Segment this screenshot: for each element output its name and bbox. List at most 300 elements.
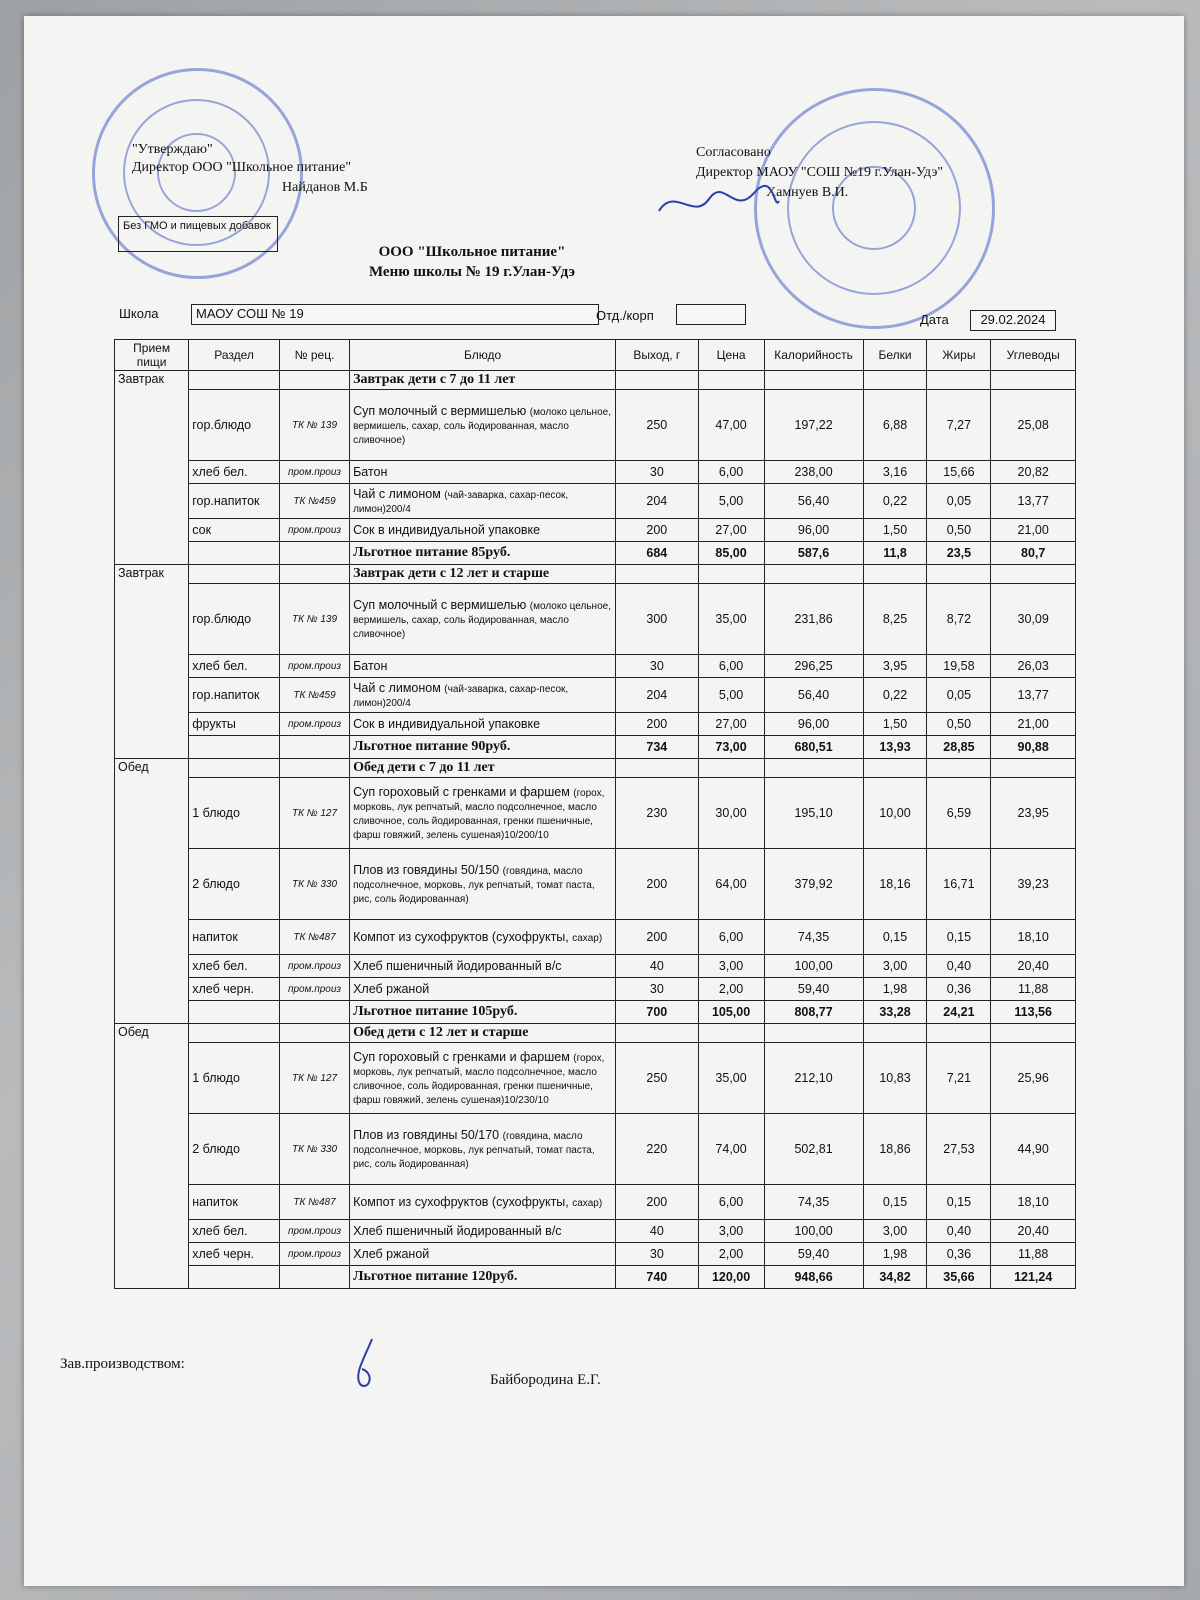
section-row bbox=[115, 1024, 1076, 1043]
recipe-code: ТК № 139 bbox=[279, 584, 349, 655]
value-out: 250 bbox=[616, 390, 698, 461]
value-price: 74,00 bbox=[698, 1114, 764, 1185]
dish-cell bbox=[350, 778, 616, 849]
empty-cell bbox=[764, 565, 863, 584]
razdel-cell bbox=[189, 542, 280, 565]
value-price: 6,00 bbox=[698, 1185, 764, 1220]
title-line2: Меню школы № 19 г.Улан-Удэ bbox=[368, 264, 576, 280]
col-header: Жиры bbox=[927, 340, 991, 371]
table-row bbox=[115, 713, 1076, 736]
dish-name: Плов из говядины 50/170 bbox=[353, 1128, 500, 1142]
dish-cell bbox=[350, 390, 616, 461]
total-row bbox=[115, 542, 1076, 565]
rec-cell bbox=[279, 542, 349, 565]
dish-composition: (чай-заварка, сахар-песок, лимон)200/4 bbox=[353, 490, 569, 515]
total-b: 13,93 bbox=[863, 736, 927, 759]
col-header: Белки bbox=[863, 340, 927, 371]
value-c: 11,88 bbox=[991, 1243, 1076, 1266]
dish-cell bbox=[350, 678, 616, 713]
empty-cell bbox=[863, 371, 927, 390]
value-c: 26,03 bbox=[991, 655, 1076, 678]
section-title: Обед дети с 12 лет и старше bbox=[350, 1024, 616, 1043]
dish-cell bbox=[350, 1114, 616, 1185]
value-kcal: 212,10 bbox=[764, 1043, 863, 1114]
empty-cell bbox=[991, 1024, 1076, 1043]
approve-position: Директор ООО "Школьное питание" bbox=[132, 160, 352, 175]
total-f: 24,21 bbox=[927, 1001, 991, 1024]
value-kcal: 96,00 bbox=[764, 713, 863, 736]
razdel-cell: хлеб бел. bbox=[189, 955, 280, 978]
empty-cell bbox=[991, 759, 1076, 778]
footer-name: Байбородина Е.Г. bbox=[490, 1372, 601, 1388]
total-f: 35,66 bbox=[927, 1266, 991, 1289]
razdel-cell: гор.блюдо bbox=[189, 584, 280, 655]
total-kcal: 680,51 bbox=[764, 736, 863, 759]
dish-composition: (горох, морковь, лук репчатый, масло подсолнечное, масло сливочное, соль йодированная, гренки пшеничные, фарш говяжий, зелень сушеная)10/200/10 bbox=[353, 788, 605, 841]
value-c: 11,88 bbox=[991, 978, 1076, 1001]
value-price: 35,00 bbox=[698, 1043, 764, 1114]
value-f: 0,05 bbox=[927, 678, 991, 713]
value-out: 200 bbox=[616, 519, 698, 542]
approve-name: Найданов М.Б bbox=[282, 180, 368, 195]
value-c: 18,10 bbox=[991, 920, 1076, 955]
value-b: 10,83 bbox=[863, 1043, 927, 1114]
col-header: № рец. bbox=[279, 340, 349, 371]
total-row bbox=[115, 1001, 1076, 1024]
value-b: 1,98 bbox=[863, 978, 927, 1001]
recipe-code: пром.произ bbox=[279, 1220, 349, 1243]
dish-name: Плов из говядины 50/150 bbox=[353, 863, 500, 877]
table-row bbox=[115, 678, 1076, 713]
razdel-cell bbox=[189, 1001, 280, 1024]
meal-cell: Обед bbox=[115, 1024, 189, 1289]
razdel-cell: напиток bbox=[189, 1185, 280, 1220]
footer-label: Зав.производством: bbox=[60, 1356, 185, 1372]
dish-cell bbox=[350, 484, 616, 519]
value-f: 0,36 bbox=[927, 1243, 991, 1266]
dish-cell bbox=[350, 1243, 616, 1266]
value-c: 13,77 bbox=[991, 484, 1076, 519]
col-header: Раздел bbox=[189, 340, 280, 371]
recipe-code: ТК №459 bbox=[279, 484, 349, 519]
table-row bbox=[115, 584, 1076, 655]
value-f: 7,27 bbox=[927, 390, 991, 461]
rec-cell bbox=[279, 1001, 349, 1024]
recipe-code: ТК № 139 bbox=[279, 390, 349, 461]
value-kcal: 56,40 bbox=[764, 678, 863, 713]
table-row bbox=[115, 484, 1076, 519]
value-c: 20,40 bbox=[991, 955, 1076, 978]
value-kcal: 96,00 bbox=[764, 519, 863, 542]
value-c: 21,00 bbox=[991, 713, 1076, 736]
razdel-cell: напиток bbox=[189, 920, 280, 955]
meal-cell: Завтрак bbox=[115, 371, 189, 565]
recipe-code: пром.произ bbox=[279, 713, 349, 736]
dish-composition: сахар) bbox=[572, 933, 603, 944]
dish-cell bbox=[350, 713, 616, 736]
value-out: 230 bbox=[616, 778, 698, 849]
table-row bbox=[115, 1243, 1076, 1266]
value-kcal: 100,00 bbox=[764, 955, 863, 978]
table-row bbox=[115, 1043, 1076, 1114]
value-c: 21,00 bbox=[991, 519, 1076, 542]
section-row bbox=[115, 565, 1076, 584]
value-f: 0,50 bbox=[927, 713, 991, 736]
total-c: 113,56 bbox=[991, 1001, 1076, 1024]
document-sheet bbox=[24, 16, 1184, 1586]
value-kcal: 195,10 bbox=[764, 778, 863, 849]
value-price: 6,00 bbox=[698, 461, 764, 484]
dish-name: Суп гороховый с гренками и фаршем bbox=[353, 785, 570, 799]
empty-cell bbox=[616, 371, 698, 390]
title-line1: ООО "Школьное питание" bbox=[378, 244, 566, 260]
dish-composition: (чай-заварка, сахар-песок, лимон)200/4 bbox=[353, 684, 569, 709]
date-field: 29.02.2024 bbox=[970, 310, 1056, 331]
no-gmo-note: Без ГМО и пищевых добавок bbox=[118, 216, 278, 252]
table-row bbox=[115, 920, 1076, 955]
total-b: 34,82 bbox=[863, 1266, 927, 1289]
recipe-code: пром.произ bbox=[279, 655, 349, 678]
total-f: 28,85 bbox=[927, 736, 991, 759]
dish-cell bbox=[350, 1220, 616, 1243]
dish-cell bbox=[350, 1043, 616, 1114]
empty-cell bbox=[616, 565, 698, 584]
section-title: Завтрак дети с 12 лет и старше bbox=[350, 565, 616, 584]
value-kcal: 59,40 bbox=[764, 978, 863, 1001]
empty-cell bbox=[698, 371, 764, 390]
dish-name: Батон bbox=[353, 465, 388, 479]
razdel-cell: хлеб бел. bbox=[189, 1220, 280, 1243]
section-title: Обед дети с 7 до 11 лет bbox=[350, 759, 616, 778]
recipe-code: ТК № 127 bbox=[279, 1043, 349, 1114]
table-row bbox=[115, 778, 1076, 849]
total-kcal: 808,77 bbox=[764, 1001, 863, 1024]
value-b: 0,22 bbox=[863, 678, 927, 713]
value-b: 1,98 bbox=[863, 1243, 927, 1266]
empty-cell bbox=[927, 759, 991, 778]
total-out: 734 bbox=[616, 736, 698, 759]
recipe-code: ТК № 127 bbox=[279, 778, 349, 849]
recipe-code: ТК № 330 bbox=[279, 849, 349, 920]
value-b: 0,15 bbox=[863, 1185, 927, 1220]
razdel-cell: хлеб черн. bbox=[189, 1243, 280, 1266]
recipe-code: пром.произ bbox=[279, 955, 349, 978]
value-price: 2,00 bbox=[698, 978, 764, 1001]
empty-cell bbox=[991, 371, 1076, 390]
value-price: 30,00 bbox=[698, 778, 764, 849]
total-out: 740 bbox=[616, 1266, 698, 1289]
value-b: 8,25 bbox=[863, 584, 927, 655]
col-header: Прием пищи bbox=[115, 340, 189, 371]
total-label: Льготное питание 90руб. bbox=[350, 736, 616, 759]
col-header: Углеводы bbox=[991, 340, 1076, 371]
value-f: 16,71 bbox=[927, 849, 991, 920]
value-f: 19,58 bbox=[927, 655, 991, 678]
value-kcal: 100,00 bbox=[764, 1220, 863, 1243]
dish-cell bbox=[350, 584, 616, 655]
value-c: 25,08 bbox=[991, 390, 1076, 461]
value-f: 0,36 bbox=[927, 978, 991, 1001]
date-label: Дата bbox=[920, 312, 949, 327]
total-price: 85,00 bbox=[698, 542, 764, 565]
value-kcal: 502,81 bbox=[764, 1114, 863, 1185]
dish-cell bbox=[350, 519, 616, 542]
total-c: 80,7 bbox=[991, 542, 1076, 565]
dish-cell bbox=[350, 955, 616, 978]
value-price: 64,00 bbox=[698, 849, 764, 920]
dish-name: Чай с лимоном bbox=[353, 681, 441, 695]
value-kcal: 59,40 bbox=[764, 1243, 863, 1266]
total-out: 684 bbox=[616, 542, 698, 565]
value-kcal: 74,35 bbox=[764, 1185, 863, 1220]
meal-cell: Завтрак bbox=[115, 565, 189, 759]
col-header: Блюдо bbox=[350, 340, 616, 371]
value-c: 25,96 bbox=[991, 1043, 1076, 1114]
value-f: 0,05 bbox=[927, 484, 991, 519]
value-price: 2,00 bbox=[698, 1243, 764, 1266]
value-c: 20,82 bbox=[991, 461, 1076, 484]
total-label: Льготное питание 120руб. bbox=[350, 1266, 616, 1289]
table-row bbox=[115, 519, 1076, 542]
table-row bbox=[115, 461, 1076, 484]
value-b: 0,15 bbox=[863, 920, 927, 955]
value-b: 3,00 bbox=[863, 1220, 927, 1243]
empty-cell bbox=[863, 759, 927, 778]
value-price: 27,00 bbox=[698, 713, 764, 736]
razdel-cell: сок bbox=[189, 519, 280, 542]
meal-cell: Обед bbox=[115, 759, 189, 1024]
recipe-code: ТК №459 bbox=[279, 678, 349, 713]
total-kcal: 587,6 bbox=[764, 542, 863, 565]
recipe-code: пром.произ bbox=[279, 519, 349, 542]
value-out: 250 bbox=[616, 1043, 698, 1114]
value-out: 204 bbox=[616, 678, 698, 713]
col-header: Цена bbox=[698, 340, 764, 371]
table-row bbox=[115, 1185, 1076, 1220]
empty-cell bbox=[764, 1024, 863, 1043]
table-row bbox=[115, 978, 1076, 1001]
value-kcal: 296,25 bbox=[764, 655, 863, 678]
dish-cell bbox=[350, 849, 616, 920]
value-kcal: 231,86 bbox=[764, 584, 863, 655]
razdel-cell: 2 блюдо bbox=[189, 849, 280, 920]
value-b: 0,22 bbox=[863, 484, 927, 519]
col-header: Выход, г bbox=[616, 340, 698, 371]
col-header: Калорийность bbox=[764, 340, 863, 371]
value-f: 7,21 bbox=[927, 1043, 991, 1114]
recipe-code: ТК № 330 bbox=[279, 1114, 349, 1185]
total-out: 700 bbox=[616, 1001, 698, 1024]
razdel-cell: 1 блюдо bbox=[189, 778, 280, 849]
dish-name: Компот из сухофруктов (сухофрукты, bbox=[353, 930, 569, 944]
table-row bbox=[115, 955, 1076, 978]
value-c: 20,40 bbox=[991, 1220, 1076, 1243]
value-out: 40 bbox=[616, 955, 698, 978]
total-row bbox=[115, 736, 1076, 759]
recipe-code: ТК №487 bbox=[279, 920, 349, 955]
value-b: 1,50 bbox=[863, 713, 927, 736]
total-price: 105,00 bbox=[698, 1001, 764, 1024]
total-label: Льготное питание 85руб. bbox=[350, 542, 616, 565]
total-price: 73,00 bbox=[698, 736, 764, 759]
value-out: 200 bbox=[616, 713, 698, 736]
table-header-row bbox=[115, 340, 1076, 371]
razdel-cell: фрукты bbox=[189, 713, 280, 736]
value-out: 30 bbox=[616, 978, 698, 1001]
total-b: 33,28 bbox=[863, 1001, 927, 1024]
dish-cell bbox=[350, 978, 616, 1001]
value-c: 30,09 bbox=[991, 584, 1076, 655]
value-out: 30 bbox=[616, 461, 698, 484]
dish-name: Суп молочный с вермишелью bbox=[353, 404, 527, 418]
value-c: 13,77 bbox=[991, 678, 1076, 713]
total-label: Льготное питание 105руб. bbox=[350, 1001, 616, 1024]
dept-field bbox=[676, 304, 746, 325]
value-out: 204 bbox=[616, 484, 698, 519]
dish-name: Суп молочный с вермишелью bbox=[353, 598, 527, 612]
recipe-code: ТК №487 bbox=[279, 1185, 349, 1220]
table-row bbox=[115, 390, 1076, 461]
total-c: 90,88 bbox=[991, 736, 1076, 759]
value-price: 3,00 bbox=[698, 955, 764, 978]
value-b: 18,86 bbox=[863, 1114, 927, 1185]
razdel-cell bbox=[189, 1266, 280, 1289]
agree-position: Директор МАОУ "СОШ №19 г.Улан-Удэ" bbox=[696, 165, 944, 180]
value-f: 27,53 bbox=[927, 1114, 991, 1185]
empty-cell bbox=[927, 371, 991, 390]
razdel-cell bbox=[189, 759, 280, 778]
rec-cell bbox=[279, 565, 349, 584]
empty-cell bbox=[764, 759, 863, 778]
dish-composition: (молоко цельное, вермишель, сахар, соль йодированная, масло сливочное) bbox=[353, 407, 611, 446]
value-price: 6,00 bbox=[698, 920, 764, 955]
value-price: 35,00 bbox=[698, 584, 764, 655]
table-row bbox=[115, 655, 1076, 678]
table-row bbox=[115, 849, 1076, 920]
value-b: 3,16 bbox=[863, 461, 927, 484]
razdel-cell bbox=[189, 736, 280, 759]
value-f: 6,59 bbox=[927, 778, 991, 849]
section-title: Завтрак дети с 7 до 11 лет bbox=[350, 371, 616, 390]
total-f: 23,5 bbox=[927, 542, 991, 565]
dish-cell bbox=[350, 920, 616, 955]
value-kcal: 379,92 bbox=[764, 849, 863, 920]
dish-name: Батон bbox=[353, 659, 388, 673]
razdel-cell: гор.блюдо bbox=[189, 390, 280, 461]
dish-name: Хлеб пшеничный йодированный в/с bbox=[353, 959, 562, 973]
value-f: 0,50 bbox=[927, 519, 991, 542]
value-price: 6,00 bbox=[698, 655, 764, 678]
dish-name: Сок в индивидуальной упаковке bbox=[353, 717, 541, 731]
dish-composition: сахар) bbox=[572, 1198, 603, 1209]
value-out: 30 bbox=[616, 655, 698, 678]
section-row bbox=[115, 759, 1076, 778]
razdel-cell bbox=[189, 371, 280, 390]
razdel-cell: 2 блюдо bbox=[189, 1114, 280, 1185]
agree-name: Хамнуев В.И. bbox=[766, 185, 849, 200]
total-c: 121,24 bbox=[991, 1266, 1076, 1289]
value-kcal: 74,35 bbox=[764, 920, 863, 955]
table-row bbox=[115, 1220, 1076, 1243]
director-signature bbox=[654, 181, 784, 226]
value-price: 27,00 bbox=[698, 519, 764, 542]
razdel-cell bbox=[189, 1024, 280, 1043]
agree-label: Согласовано bbox=[696, 145, 771, 160]
razdel-cell: хлеб бел. bbox=[189, 461, 280, 484]
dish-composition: (говядина, масло подсолнечное, морковь, лук репчатый, томат паста, рис, соль йодированная) bbox=[353, 1131, 595, 1170]
razdel-cell: 1 блюдо bbox=[189, 1043, 280, 1114]
dish-composition: (говядина, масло подсолнечное, морковь, лук репчатый, томат паста, рис, соль йодированная) bbox=[353, 866, 595, 905]
empty-cell bbox=[698, 759, 764, 778]
dish-composition: (горох, морковь, лук репчатый, масло подсолнечное, масло сливочное, соль йодированная, гренки пшеничные, фарш говяжий, зелень сушеная)10/230/10 bbox=[353, 1053, 605, 1106]
value-b: 10,00 bbox=[863, 778, 927, 849]
value-c: 23,95 bbox=[991, 778, 1076, 849]
value-out: 30 bbox=[616, 1243, 698, 1266]
school-stamp bbox=[754, 88, 995, 329]
value-b: 18,16 bbox=[863, 849, 927, 920]
total-b: 11,8 bbox=[863, 542, 927, 565]
dish-name: Хлеб ржаной bbox=[353, 1247, 430, 1261]
empty-cell bbox=[863, 565, 927, 584]
razdel-cell: гор.напиток bbox=[189, 484, 280, 519]
dish-name: Хлеб ржаной bbox=[353, 982, 430, 996]
dish-name: Компот из сухофруктов (сухофрукты, bbox=[353, 1195, 569, 1209]
value-price: 5,00 bbox=[698, 678, 764, 713]
total-kcal: 948,66 bbox=[764, 1266, 863, 1289]
table-row bbox=[115, 1114, 1076, 1185]
dish-cell bbox=[350, 1185, 616, 1220]
value-b: 3,00 bbox=[863, 955, 927, 978]
value-out: 40 bbox=[616, 1220, 698, 1243]
dish-name: Суп гороховый с гренками и фаршем bbox=[353, 1050, 570, 1064]
rec-cell bbox=[279, 1024, 349, 1043]
recipe-code: пром.произ bbox=[279, 1243, 349, 1266]
razdel-cell: хлеб черн. bbox=[189, 978, 280, 1001]
dept-label: Отд./корп bbox=[596, 308, 654, 323]
value-price: 47,00 bbox=[698, 390, 764, 461]
value-c: 44,90 bbox=[991, 1114, 1076, 1185]
value-c: 39,23 bbox=[991, 849, 1076, 920]
dish-cell bbox=[350, 461, 616, 484]
value-kcal: 238,00 bbox=[764, 461, 863, 484]
total-row bbox=[115, 1266, 1076, 1289]
value-f: 0,40 bbox=[927, 1220, 991, 1243]
value-out: 200 bbox=[616, 920, 698, 955]
value-kcal: 56,40 bbox=[764, 484, 863, 519]
value-b: 3,95 bbox=[863, 655, 927, 678]
recipe-code: пром.произ bbox=[279, 978, 349, 1001]
dish-cell bbox=[350, 655, 616, 678]
school-field: МАОУ СОШ № 19 bbox=[191, 304, 599, 325]
recipe-code: пром.произ bbox=[279, 461, 349, 484]
empty-cell bbox=[616, 1024, 698, 1043]
production-signature bbox=[342, 1334, 392, 1394]
menu-body bbox=[115, 371, 1076, 1289]
value-out: 200 bbox=[616, 849, 698, 920]
value-price: 5,00 bbox=[698, 484, 764, 519]
value-out: 300 bbox=[616, 584, 698, 655]
value-kcal: 197,22 bbox=[764, 390, 863, 461]
school-label: Школа bbox=[119, 306, 159, 321]
value-out: 220 bbox=[616, 1114, 698, 1185]
dish-composition: (молоко цельное, вермишель, сахар, соль йодированная, масло сливочное) bbox=[353, 601, 611, 640]
dish-name: Чай с лимоном bbox=[353, 487, 441, 501]
value-price: 3,00 bbox=[698, 1220, 764, 1243]
razdel-cell bbox=[189, 565, 280, 584]
value-f: 0,40 bbox=[927, 955, 991, 978]
value-f: 15,66 bbox=[927, 461, 991, 484]
dish-name: Сок в индивидуальной упаковке bbox=[353, 523, 541, 537]
